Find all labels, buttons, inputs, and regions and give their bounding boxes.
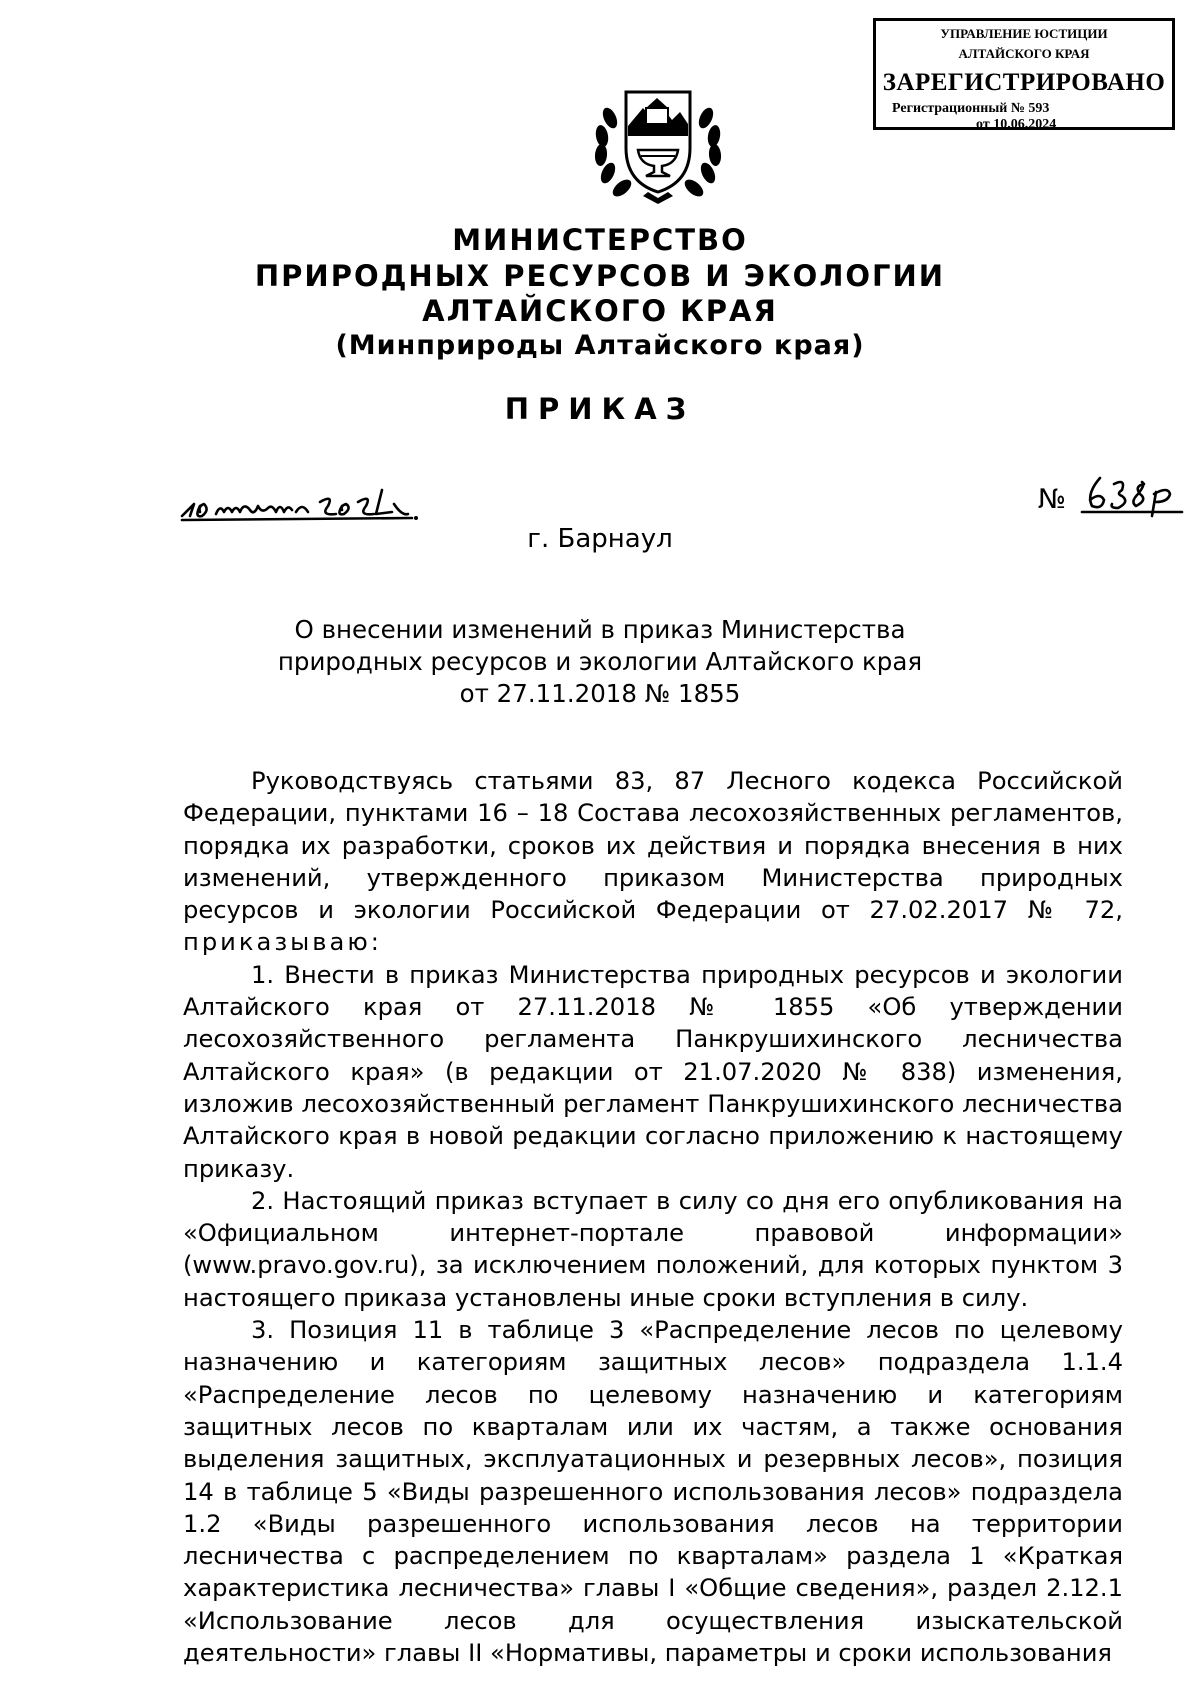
handwritten-number-signature (1078, 470, 1188, 518)
order-body (183, 765, 1123, 1669)
handwritten-date-signature (180, 476, 430, 524)
city-name: г. Барнаул (527, 524, 673, 554)
order-item-3: 3. Позиция 11 в таблице 3 «Распределение лесов по целевому назначению и категориям защитных лесов» подраздела 1.1.4 «Распределение лесов по целевому назначению и категориям защитных лесов по кварталам или их частям, а также основания выделения защитных, эксплуатационных и резервных лесов», позиция 14 в таблице 5 «Виды разрешенного использования лесов» подраздела 1.2 «Виды разрешенного использования лесов на территории лесничества с распределением по кварталам» раздела 1 «Краткая характеристика лесничества» главы I «Общие сведения», раздел 2.12.1 «Использование лесов для осуществления изыскательской деятельности» главы II «Нормативы, параметры и сроки использования (183, 1316, 1123, 1668)
stamp-org-line1: УПРАВЛЕНИЕ ЮСТИЦИИ (940, 26, 1108, 41)
preamble-paragraph (183, 765, 1123, 959)
subject-line1: О внесении изменений в приказ Министерства (294, 615, 906, 644)
document-type: ПРИКАЗ (504, 392, 696, 426)
ministry-name-line1: МИНИСТЕРСТВО (452, 223, 748, 257)
order-item-2: 2. Настоящий приказ вступает в силу со дня его опубликования на «Официальном интернет-портале правовой информации» (www.pravo.gov.ru), за исключением положений, для которых пунктом 3 настоящего приказа установлены иные сроки вступления в силу. (183, 1186, 1123, 1312)
preamble-text: Руководствуясь статьями 83, 87 Лесного кодекса Российской Федерации, пунктами 16 – 18 Состава лесохозяйственных регламентов, порядка их разработки, сроков их действия и порядка внесения в них изменений, утвержденного приказом Министерства природных ресурсов и экологии Российской Федерации от 27.02.2017 № 72, (183, 767, 1123, 925)
ministry-name-line3: АЛТАЙСКОГО КРАЯ (422, 294, 778, 328)
ministry-short-name: (Минприроды Алтайского края) (335, 330, 865, 361)
order-item-1: 1. Внести в приказ Министерства природных ресурсов и экологии Алтайского края от 27.11.2018 № 1855 «Об утверждении лесохозяйственного регламента Панкрушихинского лесничества Алтайского края» (в редакции от 21.07.2020 № 838) изменения, изложив лесохозяйственный регламент Панкрушихинского лесничества Алтайского края в новой редакции согласно приложению к настоящему приказу. (183, 960, 1123, 1183)
stamp-reg-date: от 10.06.2024 (976, 117, 1057, 132)
stamp-reg-number: Регистрационный № 593 (892, 101, 1050, 116)
stamp-status: ЗАРЕГИСТРИРОВАНО (882, 69, 1166, 96)
document-number-label: № (1038, 484, 1067, 515)
subject-line3: от 27.11.2018 № 1855 (459, 679, 741, 708)
order-subject (0, 614, 1200, 710)
coat-of-arms-icon (588, 78, 728, 208)
order-verb: приказываю: (183, 928, 382, 957)
subject-line2: природных ресурсов и экологии Алтайского края (277, 647, 923, 676)
stamp-org-line2: АЛТАЙСКОГО КРАЯ (958, 46, 1090, 61)
ministry-name-line2: ПРИРОДНЫХ РЕСУРСОВ И ЭКОЛОГИИ (254, 259, 946, 293)
registration-stamp (873, 18, 1175, 130)
